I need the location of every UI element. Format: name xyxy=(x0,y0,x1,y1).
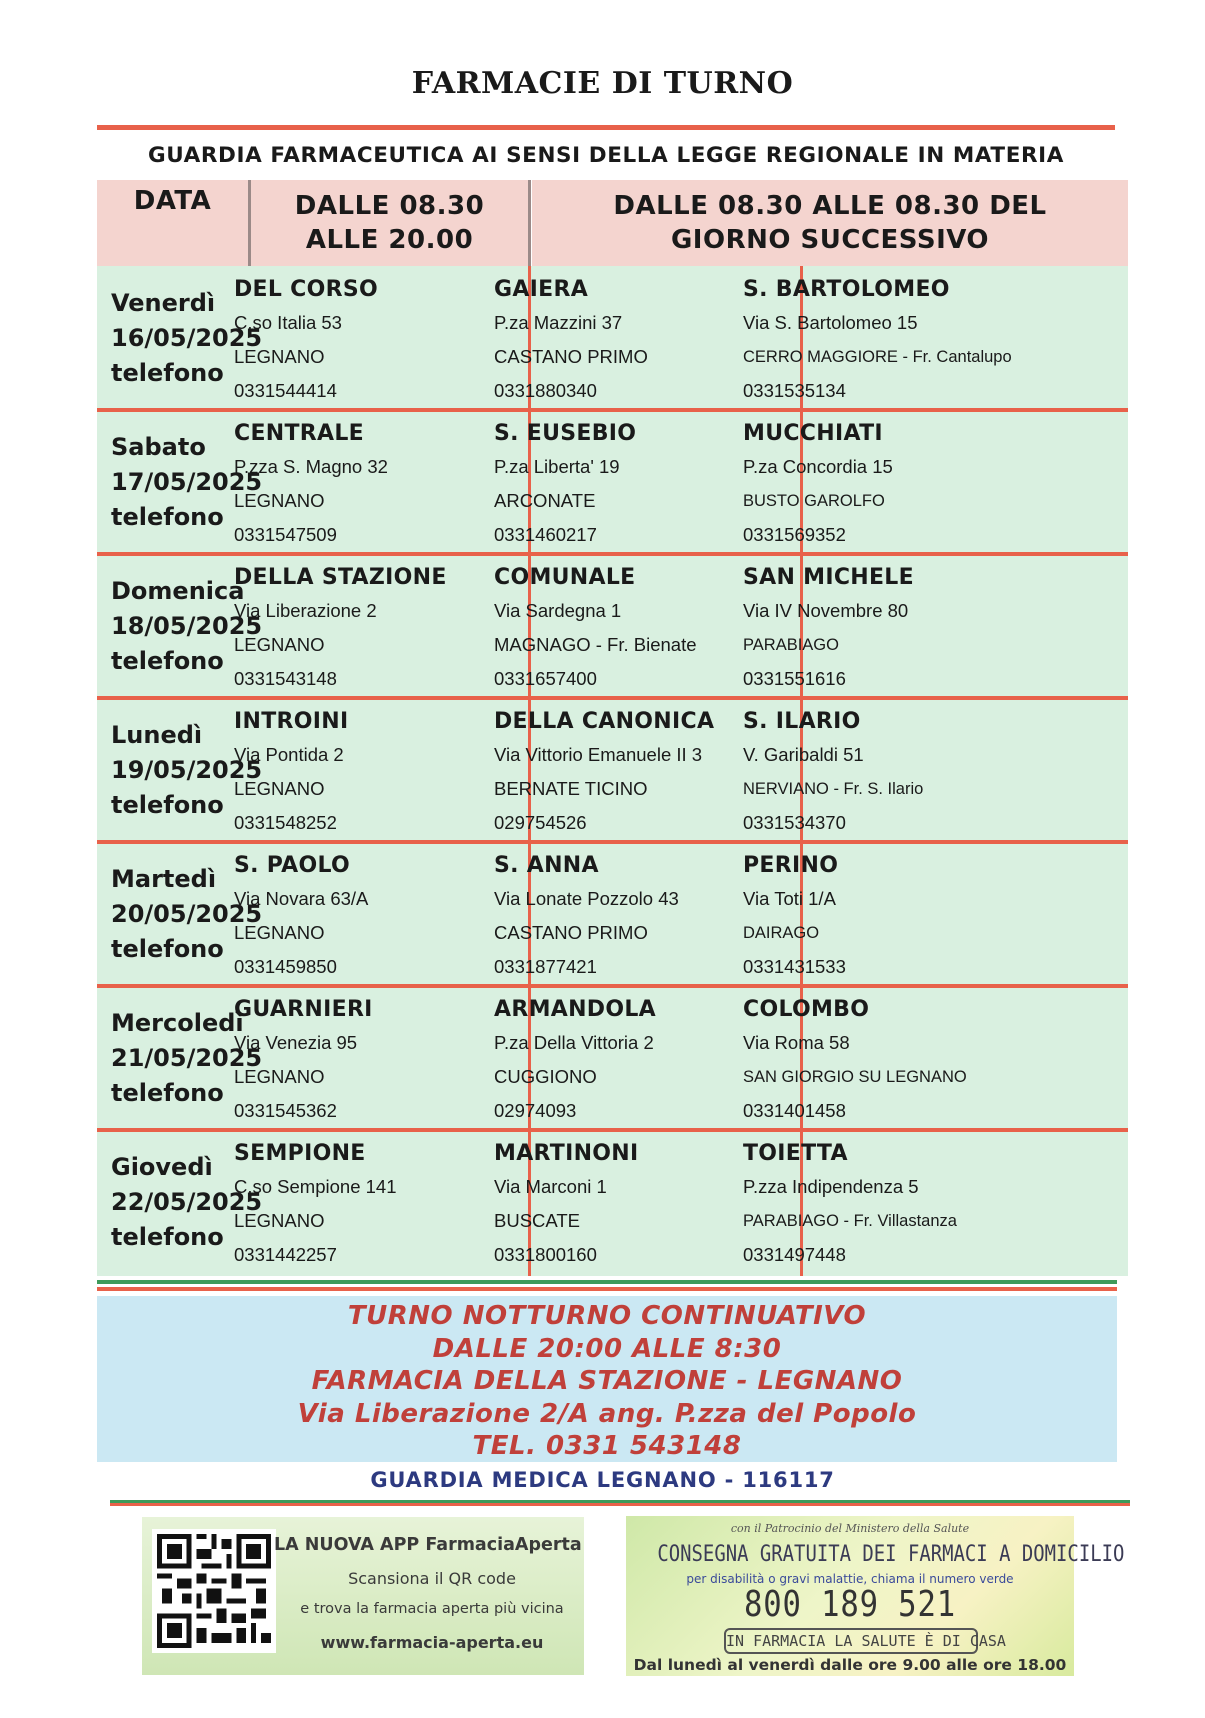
pharmacy-addr: Via Toti 1/A xyxy=(743,888,836,909)
pharmacy-cell xyxy=(234,274,378,408)
pharmacy-city: LEGNANO xyxy=(234,1210,325,1231)
table-row xyxy=(97,410,1128,554)
pharmacy-name: DEL CORSO xyxy=(234,277,379,302)
table-row xyxy=(97,266,1128,410)
qr-code-icon xyxy=(152,1529,276,1653)
delivery-banner xyxy=(626,1516,1125,1676)
pharmacy-tel: 0331497448 xyxy=(743,1244,846,1265)
pharmacy-tel: 0331535134 xyxy=(743,380,846,401)
pharmacy-name: TOIETTA xyxy=(743,1141,848,1166)
pharmacy-tel: 0331800160 xyxy=(494,1244,597,1265)
day-phone-label: telefono xyxy=(111,935,224,963)
patronage-text: con il Patrocinio del Ministero della Salute xyxy=(730,1522,970,1535)
pharmacy-name: DELLA CANONICA xyxy=(494,709,715,734)
pharmacy-city: CASTANO PRIMO xyxy=(494,922,648,943)
pharmacy-addr: Via S. Bartolomeo 15 xyxy=(743,312,918,333)
page-subtitle: GUARDIA FARMACEUTICA AI SENSI DELLA LEGGE REGIONALE IN MATERIA xyxy=(148,143,1064,168)
pharmacy-cell xyxy=(743,850,846,984)
pharmacy-name: GAIERA xyxy=(494,277,589,302)
pharmacy-city: LEGNANO xyxy=(234,922,325,943)
pharmacy-addr: V. Garibaldi 51 xyxy=(743,744,864,765)
pharmacy-addr: Via Marconi 1 xyxy=(494,1176,607,1197)
app-line-find: e trova la farmacia aperta più vicina xyxy=(300,1601,564,1617)
pharmacy-name: SAN MICHELE xyxy=(743,565,914,590)
pharmacy-city: BERNATE TICINO xyxy=(494,778,648,799)
pharmacy-city: BUSCATE xyxy=(494,1210,581,1231)
pharmacy-addr: P.za Concordia 15 xyxy=(743,456,893,477)
table-row xyxy=(97,698,1128,842)
delivery-headline: CONSEGNA GRATUITA DEI FARMACI A DOMICILIO xyxy=(657,1542,1125,1567)
pharmacy-city: ARCONATE xyxy=(494,490,596,511)
pharmacy-name: COMUNALE xyxy=(494,565,636,590)
pharmacy-name: S. BARTOLOMEO xyxy=(743,277,950,302)
pharmacy-name: S. ILARIO xyxy=(743,709,861,734)
pharmacy-addr: Via Novara 63/A xyxy=(234,888,369,909)
table-bottom-rule-red xyxy=(97,1287,1117,1291)
pharmacy-name: SEMPIONE xyxy=(234,1141,366,1166)
day-phone-label: telefono xyxy=(111,503,224,531)
delivery-slogan: IN FARMACIA LA SALUTE È DI CASA xyxy=(724,1628,978,1654)
pharmacy-city: SAN GIORGIO SU LEGNANO xyxy=(743,1068,967,1086)
pharmacy-cell xyxy=(743,994,967,1128)
app-url: www.farmacia-aperta.eu xyxy=(320,1633,544,1652)
pharmacy-cell xyxy=(234,706,348,840)
header-divider xyxy=(248,180,251,266)
pharmacy-tel: 0331401458 xyxy=(743,1100,846,1121)
pharmacy-tel: 0331877421 xyxy=(494,956,597,977)
pharmacy-cell xyxy=(234,418,388,552)
pharmacy-tel: 02974093 xyxy=(494,1100,577,1121)
pharmacy-cell xyxy=(494,994,656,1128)
day-phone-label: telefono xyxy=(111,359,224,387)
pharmacy-cell xyxy=(234,1138,397,1272)
day-date: 19/05/2025 xyxy=(111,756,263,784)
day-day: Venerdì xyxy=(111,289,216,317)
day-phone-label: telefono xyxy=(111,647,224,675)
pharmacy-cell xyxy=(494,418,636,552)
pharmacy-tel: 0331548252 xyxy=(234,812,337,833)
table-bottom-rule-green xyxy=(97,1280,1117,1284)
day-day: Giovedì xyxy=(111,1153,213,1181)
day-phone-label: telefono xyxy=(111,791,224,819)
title-rule xyxy=(97,125,1115,130)
pharmacy-tel: 0331459850 xyxy=(234,956,337,977)
pharmacy-name: INTROINI xyxy=(234,709,349,734)
pharmacy-name: S. ANNA xyxy=(494,853,599,878)
day-date: 18/05/2025 xyxy=(111,612,263,640)
pharmacy-name: PERINO xyxy=(743,853,839,878)
pharmacy-city: MAGNAGO - Fr. Bienate xyxy=(494,634,697,655)
day-date: 17/05/2025 xyxy=(111,468,263,496)
day-day: Sabato xyxy=(111,433,206,461)
table-row xyxy=(97,986,1128,1130)
day-date: 21/05/2025 xyxy=(111,1044,263,1072)
pharmacy-name: MARTINONI xyxy=(494,1141,639,1166)
pharmacy-cell xyxy=(494,274,648,408)
app-line-scan: Scansiona il QR code xyxy=(348,1569,516,1588)
pharmacy-cell xyxy=(234,562,447,696)
header-divider xyxy=(528,180,531,266)
pharmacy-city: DAIRAGO xyxy=(743,924,820,942)
pharmacy-addr: Via Roma 58 xyxy=(743,1032,850,1053)
app-title: LA NUOVA APP FarmaciaAperta xyxy=(274,1535,582,1555)
pharmacy-cell xyxy=(494,562,697,696)
pharmacy-addr: Via IV Novembre 80 xyxy=(743,600,909,621)
pharmacy-name: S. EUSEBIO xyxy=(494,421,637,446)
guardia-medica: GUARDIA MEDICA LEGNANO - 116117 xyxy=(370,1468,835,1492)
pharmacy-name: CENTRALE xyxy=(234,421,365,446)
pharmacy-name: MUCCHIATI xyxy=(743,421,883,446)
pharmacy-tel: 0331880340 xyxy=(494,380,597,401)
delivery-subtext: per disabilità o gravi malattie, chiama il numero verde xyxy=(686,1572,1014,1586)
pharmacy-city: CUGGIONO xyxy=(494,1066,597,1087)
pharmacy-city: BUSTO GAROLFO xyxy=(743,492,885,510)
header-data: DATA xyxy=(97,180,248,266)
table-row xyxy=(97,842,1128,986)
pharmacy-city: LEGNANO xyxy=(234,1066,325,1087)
pharmacy-city: CASTANO PRIMO xyxy=(494,346,648,367)
pharmacy-addr: Via Sardegna 1 xyxy=(494,600,622,621)
header-night-shift: DALLE 08.30 ALLE 08.30 DEL GIORNO SUCCESSIVO xyxy=(532,180,1128,266)
day-date: 22/05/2025 xyxy=(111,1188,263,1216)
pharmacy-cell xyxy=(743,706,923,840)
table-row xyxy=(97,554,1128,698)
pharmacy-addr: P.za Mazzini 37 xyxy=(494,312,623,333)
pharmacy-name: DELLA STAZIONE xyxy=(234,565,447,590)
pharmacy-addr: C.so Sempione 141 xyxy=(234,1176,397,1197)
pharmacy-addr: Via Liberazione 2 xyxy=(234,600,377,621)
pharmacy-cell xyxy=(743,418,893,552)
pharmacy-cell xyxy=(743,562,914,696)
pharmacy-addr: Via Venezia 95 xyxy=(234,1032,358,1053)
pharmacy-addr: P.zza Indipendenza 5 xyxy=(743,1176,919,1197)
table-row xyxy=(97,1130,1128,1274)
day-day: Martedì xyxy=(111,865,217,893)
pharmacy-addr: P.za Della Vittoria 2 xyxy=(494,1032,654,1053)
pharmacy-city: LEGNANO xyxy=(234,490,325,511)
pharmacy-addr: Via Vittorio Emanuele II 3 xyxy=(494,744,703,765)
pharmacy-tel: 0331547509 xyxy=(234,524,337,545)
pharmacy-name: COLOMBO xyxy=(743,997,870,1022)
day-day: Domenica xyxy=(111,577,245,605)
pharmacy-tel: 0331657400 xyxy=(494,668,597,689)
day-date: 20/05/2025 xyxy=(111,900,263,928)
header-day-shift: DALLE 08.30 ALLE 20.00 xyxy=(251,180,528,266)
pharmacy-name: ARMANDOLA xyxy=(494,997,657,1022)
pharmacy-cell xyxy=(494,1138,638,1272)
pharmacy-cell xyxy=(743,274,1012,408)
pharmacy-tel: 0331551616 xyxy=(743,668,846,689)
night-shift-box: TURNO NOTTURNO CONTINUATIVO DALLE 20:00 ALLE 8:30 FARMACIA DELLA STAZIONE - LEGNANO Via Liberazione 2/A ang. P.zza del Popolo TEL. 0331 543148 xyxy=(97,1296,1117,1462)
pharmacy-addr: C.so Italia 53 xyxy=(234,312,342,333)
day-phone-label: telefono xyxy=(111,1079,224,1107)
day-phone-label: telefono xyxy=(111,1223,224,1251)
pharmacy-cell xyxy=(494,850,679,984)
pharmacy-cell xyxy=(743,1138,957,1272)
pharmacy-city: NERVIANO - Fr. S. Ilario xyxy=(743,780,924,798)
footer-rule xyxy=(110,1500,1130,1506)
pharmacy-tel: 0331545362 xyxy=(234,1100,337,1121)
pharmacy-city: PARABIAGO xyxy=(743,636,839,654)
pharmacy-cell xyxy=(494,706,714,840)
app-banner xyxy=(142,1517,584,1675)
pharmacy-addr: P.za Liberta' 19 xyxy=(494,456,620,477)
day-day: Lunedì xyxy=(111,721,203,749)
pharmacy-tel: 029754526 xyxy=(494,812,587,833)
pharmacy-city: LEGNANO xyxy=(234,634,325,655)
pharmacy-city: PARABIAGO - Fr. Villastanza xyxy=(743,1212,957,1230)
pharmacy-cell xyxy=(234,850,368,984)
pharmacy-tel: 0331431533 xyxy=(743,956,846,977)
pharmacy-city: LEGNANO xyxy=(234,778,325,799)
delivery-hours: Dal lunedì al venerdì dalle ore 9.00 alle ore 18.00 xyxy=(633,1656,1067,1674)
pharmacy-city: LEGNANO xyxy=(234,346,325,367)
page-title: FARMACIE DI TURNO xyxy=(411,66,794,101)
pharmacy-addr: P.zza S. Magno 32 xyxy=(234,456,388,477)
pharmacy-tel: 0331442257 xyxy=(234,1244,337,1265)
pharmacy-addr: Via Lonate Pozzolo 43 xyxy=(494,888,679,909)
pharmacy-tel: 0331544414 xyxy=(234,380,337,401)
pharmacy-tel: 0331460217 xyxy=(494,524,597,545)
pharmacy-name: S. PAOLO xyxy=(234,853,351,878)
pharmacy-tel: 0331569352 xyxy=(743,524,846,545)
pharmacy-name: GUARNIERI xyxy=(234,997,373,1022)
day-day: Mercoledì xyxy=(111,1009,244,1037)
day-date: 16/05/2025 xyxy=(111,324,263,352)
pharmacy-addr: Via Pontida 2 xyxy=(234,744,344,765)
toll-free-number: 800 189 521 xyxy=(743,1584,956,1625)
pharmacy-city: CERRO MAGGIORE - Fr. Cantalupo xyxy=(743,348,1012,366)
pharmacy-tel: 0331543148 xyxy=(234,668,337,689)
pharmacy-cell xyxy=(234,994,373,1128)
pharmacy-tel: 0331534370 xyxy=(743,812,846,833)
